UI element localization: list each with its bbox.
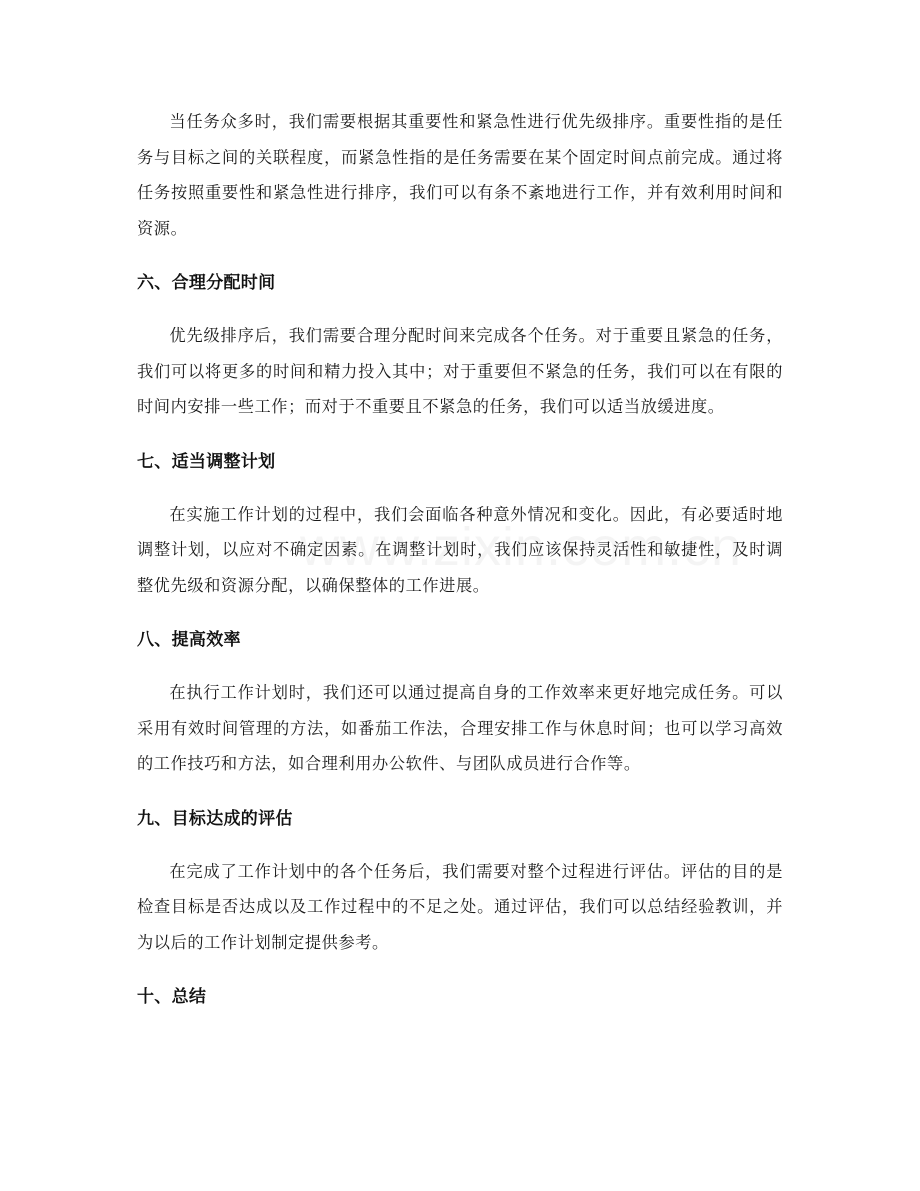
section-heading-9: 九、目标达成的评估	[137, 808, 293, 829]
section-paragraph-6: 优先级排序后，我们需要合理分配时间来完成各个任务。对于重要且紧急的任务，我们可以将更多的时间和精力投入其中；对于重要但不紧急的任务，我们可以在有限的时间内安排一些工作；而对于不重要且不紧急的任务，我们可以适当放缓进度。	[137, 326, 783, 416]
section-paragraph-8: 在执行工作计划时，我们还可以通过提高自身的工作效率来更好地完成任务。可以采用有效时间管理的方法，如番茄工作法，合理安排工作与休息时间；也可以学习高效的工作技巧和方法，如合理利用办公软件、与团队成员进行合作等。	[137, 683, 783, 773]
document-body	[137, 104, 783, 1012]
section-heading-7: 七、适当调整计划	[137, 451, 276, 472]
section-heading-6: 六、合理分配时间	[137, 273, 276, 293]
intro-paragraph: 当任务众多时，我们需要根据其重要性和紧急性进行优先级排序。重要性指的是任务与目标之间的关联程度，而紧急性指的是任务需要在某个固定时间点前完成。通过将任务按照重要性和紧急性进行排序，我们可以有条不紊地进行工作，并有效利用时间和资源。	[137, 112, 783, 238]
section-paragraph-9: 在完成了工作计划中的各个任务后，我们需要对整个过程进行评估。评估的目的是检查目标是否达成以及工作过程中的不足之处。通过评估，我们可以总结经验教训，并为以后的工作计划制定提供参考。	[137, 861, 783, 952]
section-paragraph-7: 在实施工作计划的过程中，我们会面临各种意外情况和变化。因此，有必要适时地调整计划，以应对不确定因素。在调整计划时，我们应该保持灵活性和敏捷性，及时调整优先级和资源分配，以确保整体的工作进展。	[137, 504, 783, 595]
section-heading-8: 八、提高效率	[137, 630, 241, 650]
section-heading-10: 十、总结	[137, 987, 207, 1007]
